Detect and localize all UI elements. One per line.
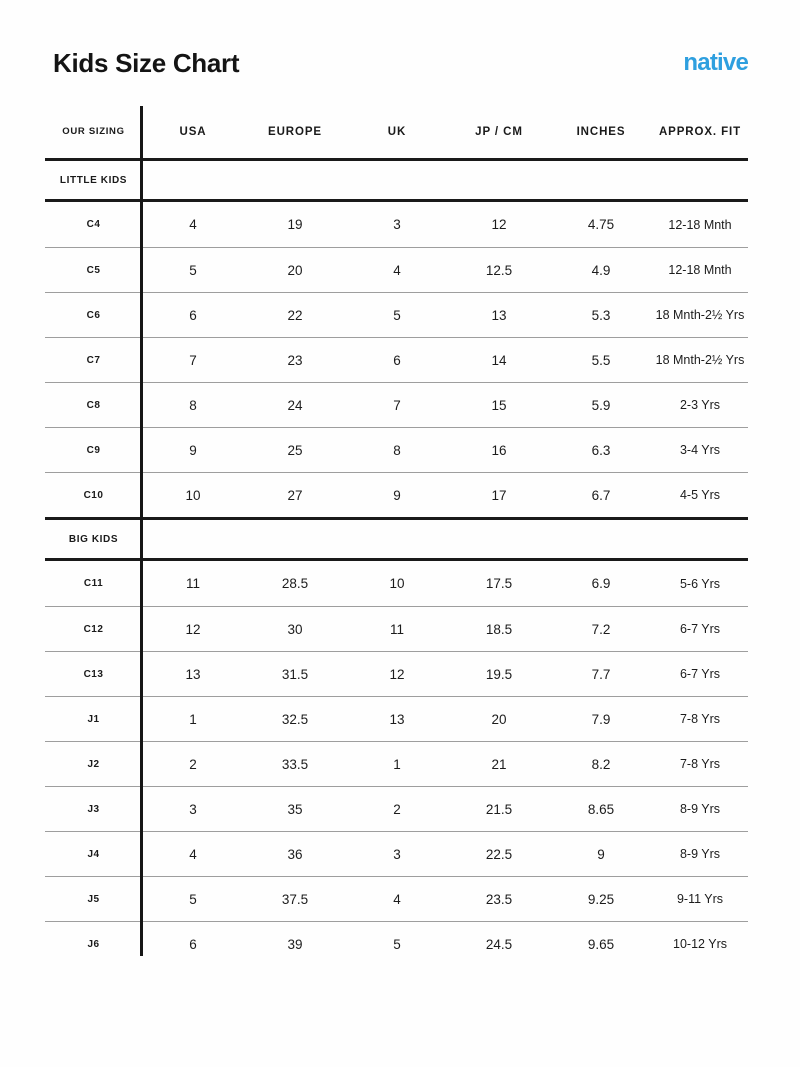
jp-cm-size-cell: 13 xyxy=(491,307,507,323)
approx-fit-cell: 18 Mnth-2½ Yrs xyxy=(655,308,745,322)
inches-size-cell: 8.2 xyxy=(591,756,611,772)
inches-size-cell: 9 xyxy=(597,846,605,862)
column-header-our-sizing: OUR SIZING xyxy=(62,126,125,137)
europe-size-cell: 30 xyxy=(287,621,303,637)
uk-size-cell: 3 xyxy=(393,846,401,862)
table-row xyxy=(45,831,748,876)
table-row xyxy=(45,921,748,966)
table-row xyxy=(45,606,748,651)
inches-size-cell: 9.65 xyxy=(587,936,615,952)
usa-size-cell: 4 xyxy=(189,846,197,862)
usa-size-cell: 7 xyxy=(189,352,197,368)
inches-size-cell: 5.3 xyxy=(591,307,611,323)
table-row xyxy=(45,651,748,696)
uk-size-cell: 2 xyxy=(393,801,401,817)
uk-size-cell: 4 xyxy=(393,891,401,907)
approx-fit-cell: 9-11 Yrs xyxy=(676,892,724,906)
size-code-cell: J5 xyxy=(87,893,100,905)
europe-size-cell: 27 xyxy=(287,487,303,503)
size-code-cell: C13 xyxy=(83,668,104,680)
table-row xyxy=(45,876,748,921)
europe-size-cell: 24 xyxy=(287,397,303,413)
approx-fit-cell: 4-5 Yrs xyxy=(679,488,721,502)
approx-fit-cell: 7-8 Yrs xyxy=(679,757,721,771)
table-header-row xyxy=(45,105,748,158)
table-row xyxy=(45,561,748,606)
uk-size-cell: 6 xyxy=(393,352,401,368)
page-title: Kids Size Chart xyxy=(53,48,240,78)
table-row xyxy=(45,427,748,472)
uk-size-cell: 9 xyxy=(393,487,401,503)
inches-size-cell: 5.9 xyxy=(591,397,611,413)
table-row xyxy=(45,292,748,337)
jp-cm-size-cell: 14 xyxy=(491,352,507,368)
inches-size-cell: 7.9 xyxy=(591,711,611,727)
europe-size-cell: 19 xyxy=(287,217,303,232)
column-header-uk: UK xyxy=(387,125,407,138)
usa-size-cell: 8 xyxy=(189,397,197,413)
usa-size-cell: 10 xyxy=(185,487,201,503)
approx-fit-cell: 12-18 Mnth xyxy=(668,263,732,277)
size-code-cell: C10 xyxy=(83,489,104,501)
inches-size-cell: 6.7 xyxy=(591,487,611,503)
column-header-usa: USA xyxy=(179,125,207,138)
europe-size-cell: 28.5 xyxy=(281,576,309,591)
europe-size-cell: 35 xyxy=(287,801,303,817)
size-table-rows xyxy=(45,158,748,966)
usa-size-cell: 9 xyxy=(189,442,197,458)
uk-size-cell: 12 xyxy=(389,666,405,682)
approx-fit-cell: 8-9 Yrs xyxy=(679,847,721,861)
approx-fit-cell: 5-6 Yrs xyxy=(679,576,721,591)
usa-size-cell: 1 xyxy=(189,711,197,727)
usa-size-cell: 2 xyxy=(189,756,197,772)
uk-size-cell: 7 xyxy=(393,397,401,413)
europe-size-cell: 39 xyxy=(287,936,303,952)
usa-size-cell: 13 xyxy=(185,666,201,682)
section-label: LITTLE KIDS xyxy=(59,174,128,186)
jp-cm-size-cell: 17.5 xyxy=(485,576,513,591)
inches-size-cell: 4.9 xyxy=(591,262,611,278)
uk-size-cell: 4 xyxy=(393,262,401,278)
brand-logo: native xyxy=(683,49,748,76)
inches-size-cell: 6.9 xyxy=(591,576,611,591)
column-header-europe: EUROPE xyxy=(268,125,322,138)
size-chart-table xyxy=(45,105,748,966)
jp-cm-size-cell: 23.5 xyxy=(485,891,513,907)
column-header-jp-cm: JP / CM xyxy=(475,125,523,138)
jp-cm-size-cell: 16 xyxy=(491,442,507,458)
jp-cm-size-cell: 15 xyxy=(491,397,507,413)
table-row xyxy=(45,741,748,786)
table-row xyxy=(45,472,748,517)
usa-size-cell: 3 xyxy=(189,801,197,817)
table-row xyxy=(45,247,748,292)
table-row xyxy=(45,337,748,382)
inches-size-cell: 5.5 xyxy=(591,352,611,368)
column-header-approx-fit: APPROX. FIT xyxy=(658,125,742,138)
inches-size-cell: 9.25 xyxy=(587,891,615,907)
usa-size-cell: 12 xyxy=(185,621,201,637)
size-code-cell: C5 xyxy=(86,264,101,276)
inches-size-cell: 8.65 xyxy=(587,801,615,817)
column-header-inches: INCHES xyxy=(576,125,626,138)
column-divider-line xyxy=(140,106,143,956)
section-header-row xyxy=(45,517,748,561)
size-code-cell: C9 xyxy=(86,444,101,456)
approx-fit-cell: 2-3 Yrs xyxy=(679,398,721,412)
jp-cm-size-cell: 20 xyxy=(491,711,507,727)
table-row xyxy=(45,786,748,831)
size-code-cell: C4 xyxy=(86,219,101,230)
europe-size-cell: 32.5 xyxy=(281,711,309,727)
europe-size-cell: 36 xyxy=(287,846,303,862)
uk-size-cell: 1 xyxy=(393,756,401,772)
usa-size-cell: 6 xyxy=(189,936,197,952)
approx-fit-cell: 10-12 Yrs xyxy=(673,937,727,951)
approx-fit-cell: 6-7 Yrs xyxy=(679,622,721,636)
europe-size-cell: 37.5 xyxy=(281,891,309,907)
page-header xyxy=(0,0,800,79)
usa-size-cell: 4 xyxy=(189,217,197,232)
approx-fit-cell: 6-7 Yrs xyxy=(679,667,721,681)
usa-size-cell: 6 xyxy=(189,307,197,323)
size-code-cell: J2 xyxy=(87,758,100,770)
jp-cm-size-cell: 12.5 xyxy=(485,262,513,278)
europe-size-cell: 20 xyxy=(287,262,303,278)
jp-cm-size-cell: 17 xyxy=(491,487,507,503)
usa-size-cell: 5 xyxy=(189,262,197,278)
size-code-cell: J6 xyxy=(87,938,100,950)
size-code-cell: J3 xyxy=(87,803,100,815)
uk-size-cell: 13 xyxy=(389,711,405,727)
europe-size-cell: 31.5 xyxy=(281,666,309,682)
approx-fit-cell: 3-4 Yrs xyxy=(679,443,721,457)
jp-cm-size-cell: 21 xyxy=(491,756,507,772)
inches-size-cell: 7.2 xyxy=(591,621,611,637)
inches-size-cell: 7.7 xyxy=(591,666,611,682)
jp-cm-size-cell: 18.5 xyxy=(485,621,513,637)
inches-size-cell: 6.3 xyxy=(591,442,611,458)
table-row xyxy=(45,382,748,427)
europe-size-cell: 23 xyxy=(287,352,303,368)
size-code-cell: C8 xyxy=(86,399,101,411)
usa-size-cell: 5 xyxy=(189,891,197,907)
europe-size-cell: 22 xyxy=(287,307,303,323)
size-code-cell: J1 xyxy=(87,713,100,725)
size-code-cell: C7 xyxy=(86,354,101,366)
europe-size-cell: 33.5 xyxy=(281,756,309,772)
europe-size-cell: 25 xyxy=(287,442,303,458)
table-row xyxy=(45,202,748,247)
uk-size-cell: 10 xyxy=(389,576,405,591)
size-code-cell: C11 xyxy=(83,578,104,589)
approx-fit-cell: 8-9 Yrs xyxy=(679,802,721,816)
size-code-cell: C12 xyxy=(83,623,104,635)
section-header-row xyxy=(45,158,748,202)
jp-cm-size-cell: 21.5 xyxy=(485,801,513,817)
jp-cm-size-cell: 24.5 xyxy=(485,936,513,952)
uk-size-cell: 3 xyxy=(393,217,401,232)
section-label: BIG KIDS xyxy=(68,533,119,545)
approx-fit-cell: 18 Mnth-2½ Yrs xyxy=(655,353,745,367)
usa-size-cell: 11 xyxy=(185,576,200,591)
size-code-cell: J4 xyxy=(87,848,100,860)
approx-fit-cell: 7-8 Yrs xyxy=(679,712,721,726)
uk-size-cell: 8 xyxy=(393,442,401,458)
jp-cm-size-cell: 12 xyxy=(491,217,507,232)
table-row xyxy=(45,696,748,741)
uk-size-cell: 5 xyxy=(393,307,401,323)
size-code-cell: C6 xyxy=(86,309,101,321)
approx-fit-cell: 12-18 Mnth xyxy=(668,217,732,232)
uk-size-cell: 5 xyxy=(393,936,401,952)
jp-cm-size-cell: 22.5 xyxy=(485,846,513,862)
uk-size-cell: 11 xyxy=(389,621,404,637)
jp-cm-size-cell: 19.5 xyxy=(485,666,513,682)
inches-size-cell: 4.75 xyxy=(587,217,615,232)
